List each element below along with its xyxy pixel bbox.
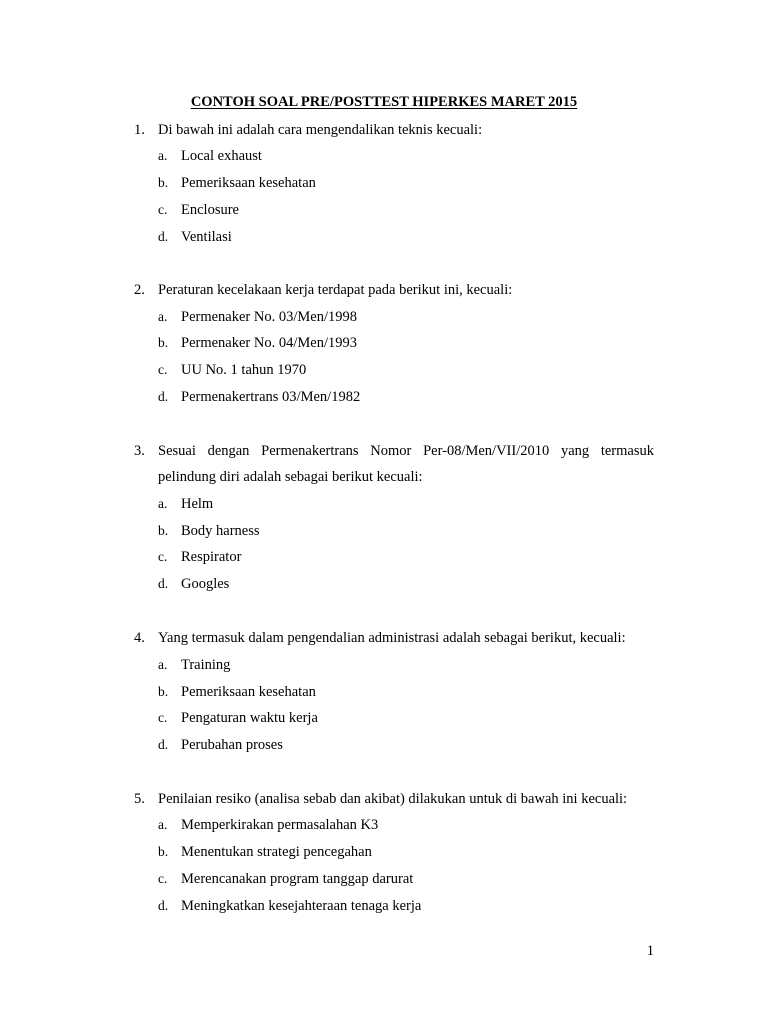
option-text: Permenakertrans 03/Men/1982 xyxy=(181,389,361,405)
option-text: Training xyxy=(181,657,231,673)
question-number: 2. xyxy=(134,282,145,298)
option-text: Googles xyxy=(181,576,230,592)
question-number: 1. xyxy=(134,122,145,138)
document-title: CONTOH SOAL PRE/POSTTEST HIPERKES MARET 2015 xyxy=(190,94,578,110)
question-text: Yang termasuk dalam pengendalian administrasi adalah sebagai berikut, kecuali: xyxy=(158,630,626,646)
question-word: Sesuai xyxy=(158,443,196,459)
option-text: Pemeriksaan kesehatan xyxy=(181,175,316,191)
option-text: Meningkatkan kesejahteraan tenaga kerja xyxy=(181,898,422,914)
option-letter: b. xyxy=(158,684,169,699)
option-letter: d. xyxy=(158,737,169,752)
question-word: dengan xyxy=(207,443,250,459)
option-text: Menentukan strategi pencegahan xyxy=(181,844,372,860)
question-text: Peraturan kecelakaan kerja terdapat pada berikut ini, kecuali: xyxy=(158,282,513,298)
option-text: Pengaturan waktu kerja xyxy=(181,710,318,726)
option-text: Permenaker No. 04/Men/1993 xyxy=(181,335,357,351)
option-letter: c. xyxy=(158,362,168,377)
option-letter: a. xyxy=(158,496,168,511)
question-number: 5. xyxy=(134,791,145,807)
option-text: UU No. 1 tahun 1970 xyxy=(181,362,307,378)
question-word: Permenakertrans xyxy=(261,443,359,459)
option-letter: b. xyxy=(158,335,169,350)
option-letter: b. xyxy=(158,175,169,190)
option-text: Body harness xyxy=(181,523,260,539)
page-number: 1 xyxy=(646,943,654,959)
option-letter: d. xyxy=(158,229,169,244)
option-letter: c. xyxy=(158,202,168,217)
option-letter: c. xyxy=(158,871,168,886)
option-text: Perubahan proses xyxy=(181,737,283,753)
question-word: yang xyxy=(560,443,590,459)
option-letter: d. xyxy=(158,898,169,913)
option-letter: a. xyxy=(158,148,168,163)
option-letter: a. xyxy=(158,817,168,832)
option-text: Memperkirakan permasalahan K3 xyxy=(181,817,379,833)
question-word: Per-08/Men/VII/2010 xyxy=(423,443,550,459)
option-text: Helm xyxy=(181,496,214,512)
option-letter: a. xyxy=(158,657,168,672)
question-text-line-2: pelindung diri adalah sebagai berikut kecuali: xyxy=(158,469,423,485)
option-letter: c. xyxy=(158,549,168,564)
option-text: Enclosure xyxy=(181,202,239,218)
option-letter: c. xyxy=(158,710,168,725)
option-letter: d. xyxy=(158,389,169,404)
option-text: Local exhaust xyxy=(181,148,262,164)
question-number: 4. xyxy=(134,630,145,646)
question-text: Di bawah ini adalah cara mengendalikan teknis kecuali: xyxy=(158,122,483,138)
question-text: Penilaian resiko (analisa sebab dan akibat) dilakukan untuk di bawah ini kecuali: xyxy=(158,791,628,807)
option-letter: b. xyxy=(158,523,169,538)
option-text: Respirator xyxy=(181,549,242,565)
option-text: Merencanakan program tanggap darurat xyxy=(181,871,414,887)
option-letter: d. xyxy=(158,576,169,591)
question-word: termasuk xyxy=(600,443,654,459)
question-word: Nomor xyxy=(370,443,412,459)
option-text: Pemeriksaan kesehatan xyxy=(181,684,316,700)
question-number: 3. xyxy=(134,443,145,459)
option-letter: b. xyxy=(158,844,169,859)
question-text-line-1 xyxy=(158,442,654,460)
option-text: Permenaker No. 03/Men/1998 xyxy=(181,309,357,325)
option-letter: a. xyxy=(158,309,168,324)
option-text: Ventilasi xyxy=(181,229,232,245)
